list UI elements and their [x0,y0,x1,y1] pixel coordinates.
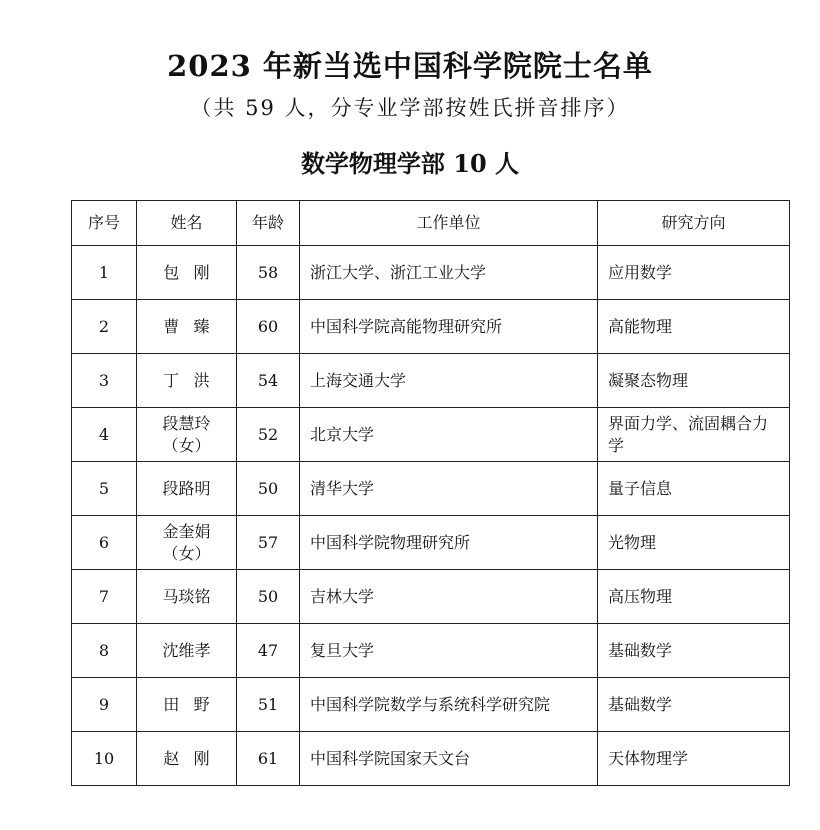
row-age: 61 [237,732,300,786]
row-index: 1 [72,246,137,300]
row-age: 58 [237,246,300,300]
row-age: 50 [237,462,300,516]
row-index: 3 [72,354,137,408]
table-row [72,246,790,300]
table-row [72,732,790,786]
table-row [72,300,790,354]
row-field: 光物理 [598,516,790,570]
row-name-cell [137,678,237,732]
row-age: 47 [237,624,300,678]
row-name: 包刚 [163,262,225,282]
table-row [72,570,790,624]
row-name-cell [137,732,237,786]
page-subtitle: （共 59 人，分专业学部按姓氏拼音排序） [190,96,630,120]
row-name: 段路明 [162,478,211,498]
row-unit: 上海交通大学 [300,354,598,408]
row-field: 高压物理 [598,570,790,624]
table-header-row [72,201,790,246]
row-field: 凝聚态物理 [598,354,790,408]
row-name: 沈维孝 [162,640,211,660]
table-row [72,462,790,516]
table-row [72,354,790,408]
row-unit: 中国科学院物理研究所 [300,516,598,570]
row-index: 2 [72,300,137,354]
row-unit: 清华大学 [300,462,598,516]
row-field: 基础数学 [598,624,790,678]
row-unit: 浙江大学、浙江工业大学 [300,246,598,300]
row-field: 基础数学 [598,678,790,732]
column-header-age: 年龄 [237,201,300,246]
row-unit: 中国科学院国家天文台 [300,732,598,786]
table-row [72,678,790,732]
row-unit: 吉林大学 [300,570,598,624]
row-name-cell [137,354,237,408]
row-index: 5 [72,462,137,516]
row-index: 8 [72,624,137,678]
row-name-cell [137,408,237,462]
row-name-cell [137,624,237,678]
row-age: 52 [237,408,300,462]
table-row [72,408,790,462]
row-name: 丁洪 [163,370,225,390]
row-field: 界面力学、流固耦合力学 [598,408,790,462]
row-age: 54 [237,354,300,408]
row-field: 应用数学 [598,246,790,300]
row-name-note: （女） [162,543,211,563]
row-field: 高能物理 [598,300,790,354]
column-header-unit: 工作单位 [300,201,598,246]
row-index: 7 [72,570,137,624]
row-field: 天体物理学 [598,732,790,786]
row-name: 马琰铭 [162,586,211,606]
row-index: 9 [72,678,137,732]
row-name: 金奎娟 [162,521,211,541]
row-age: 60 [237,300,300,354]
row-name: 曹臻 [163,316,225,336]
row-name-cell [137,246,237,300]
table-row [72,624,790,678]
row-name-cell [137,570,237,624]
row-unit: 复旦大学 [300,624,598,678]
row-name-cell [137,516,237,570]
row-age: 51 [237,678,300,732]
column-header-name: 姓名 [137,201,237,246]
row-field: 量子信息 [598,462,790,516]
row-name-note: （女） [162,435,211,455]
section-heading: 数学物理学部 10 人 [300,149,520,178]
page-title: 2023 年新当选中国科学院院士名单 [167,49,653,83]
table-body [72,246,790,786]
row-name: 田野 [163,694,225,714]
row-name: 段慧玲 [162,413,211,433]
row-unit: 北京大学 [300,408,598,462]
row-age: 50 [237,570,300,624]
row-name: 赵刚 [163,748,225,768]
row-unit: 中国科学院高能物理研究所 [300,300,598,354]
row-age: 57 [237,516,300,570]
row-name-cell [137,300,237,354]
row-index: 6 [72,516,137,570]
table-row [72,516,790,570]
academician-table [71,200,790,786]
row-unit: 中国科学院数学与系统科学研究院 [300,678,598,732]
row-index: 4 [72,408,137,462]
column-header-index: 序号 [72,201,137,246]
column-header-field: 研究方向 [598,201,790,246]
row-index: 10 [72,732,137,786]
row-name-cell [137,462,237,516]
